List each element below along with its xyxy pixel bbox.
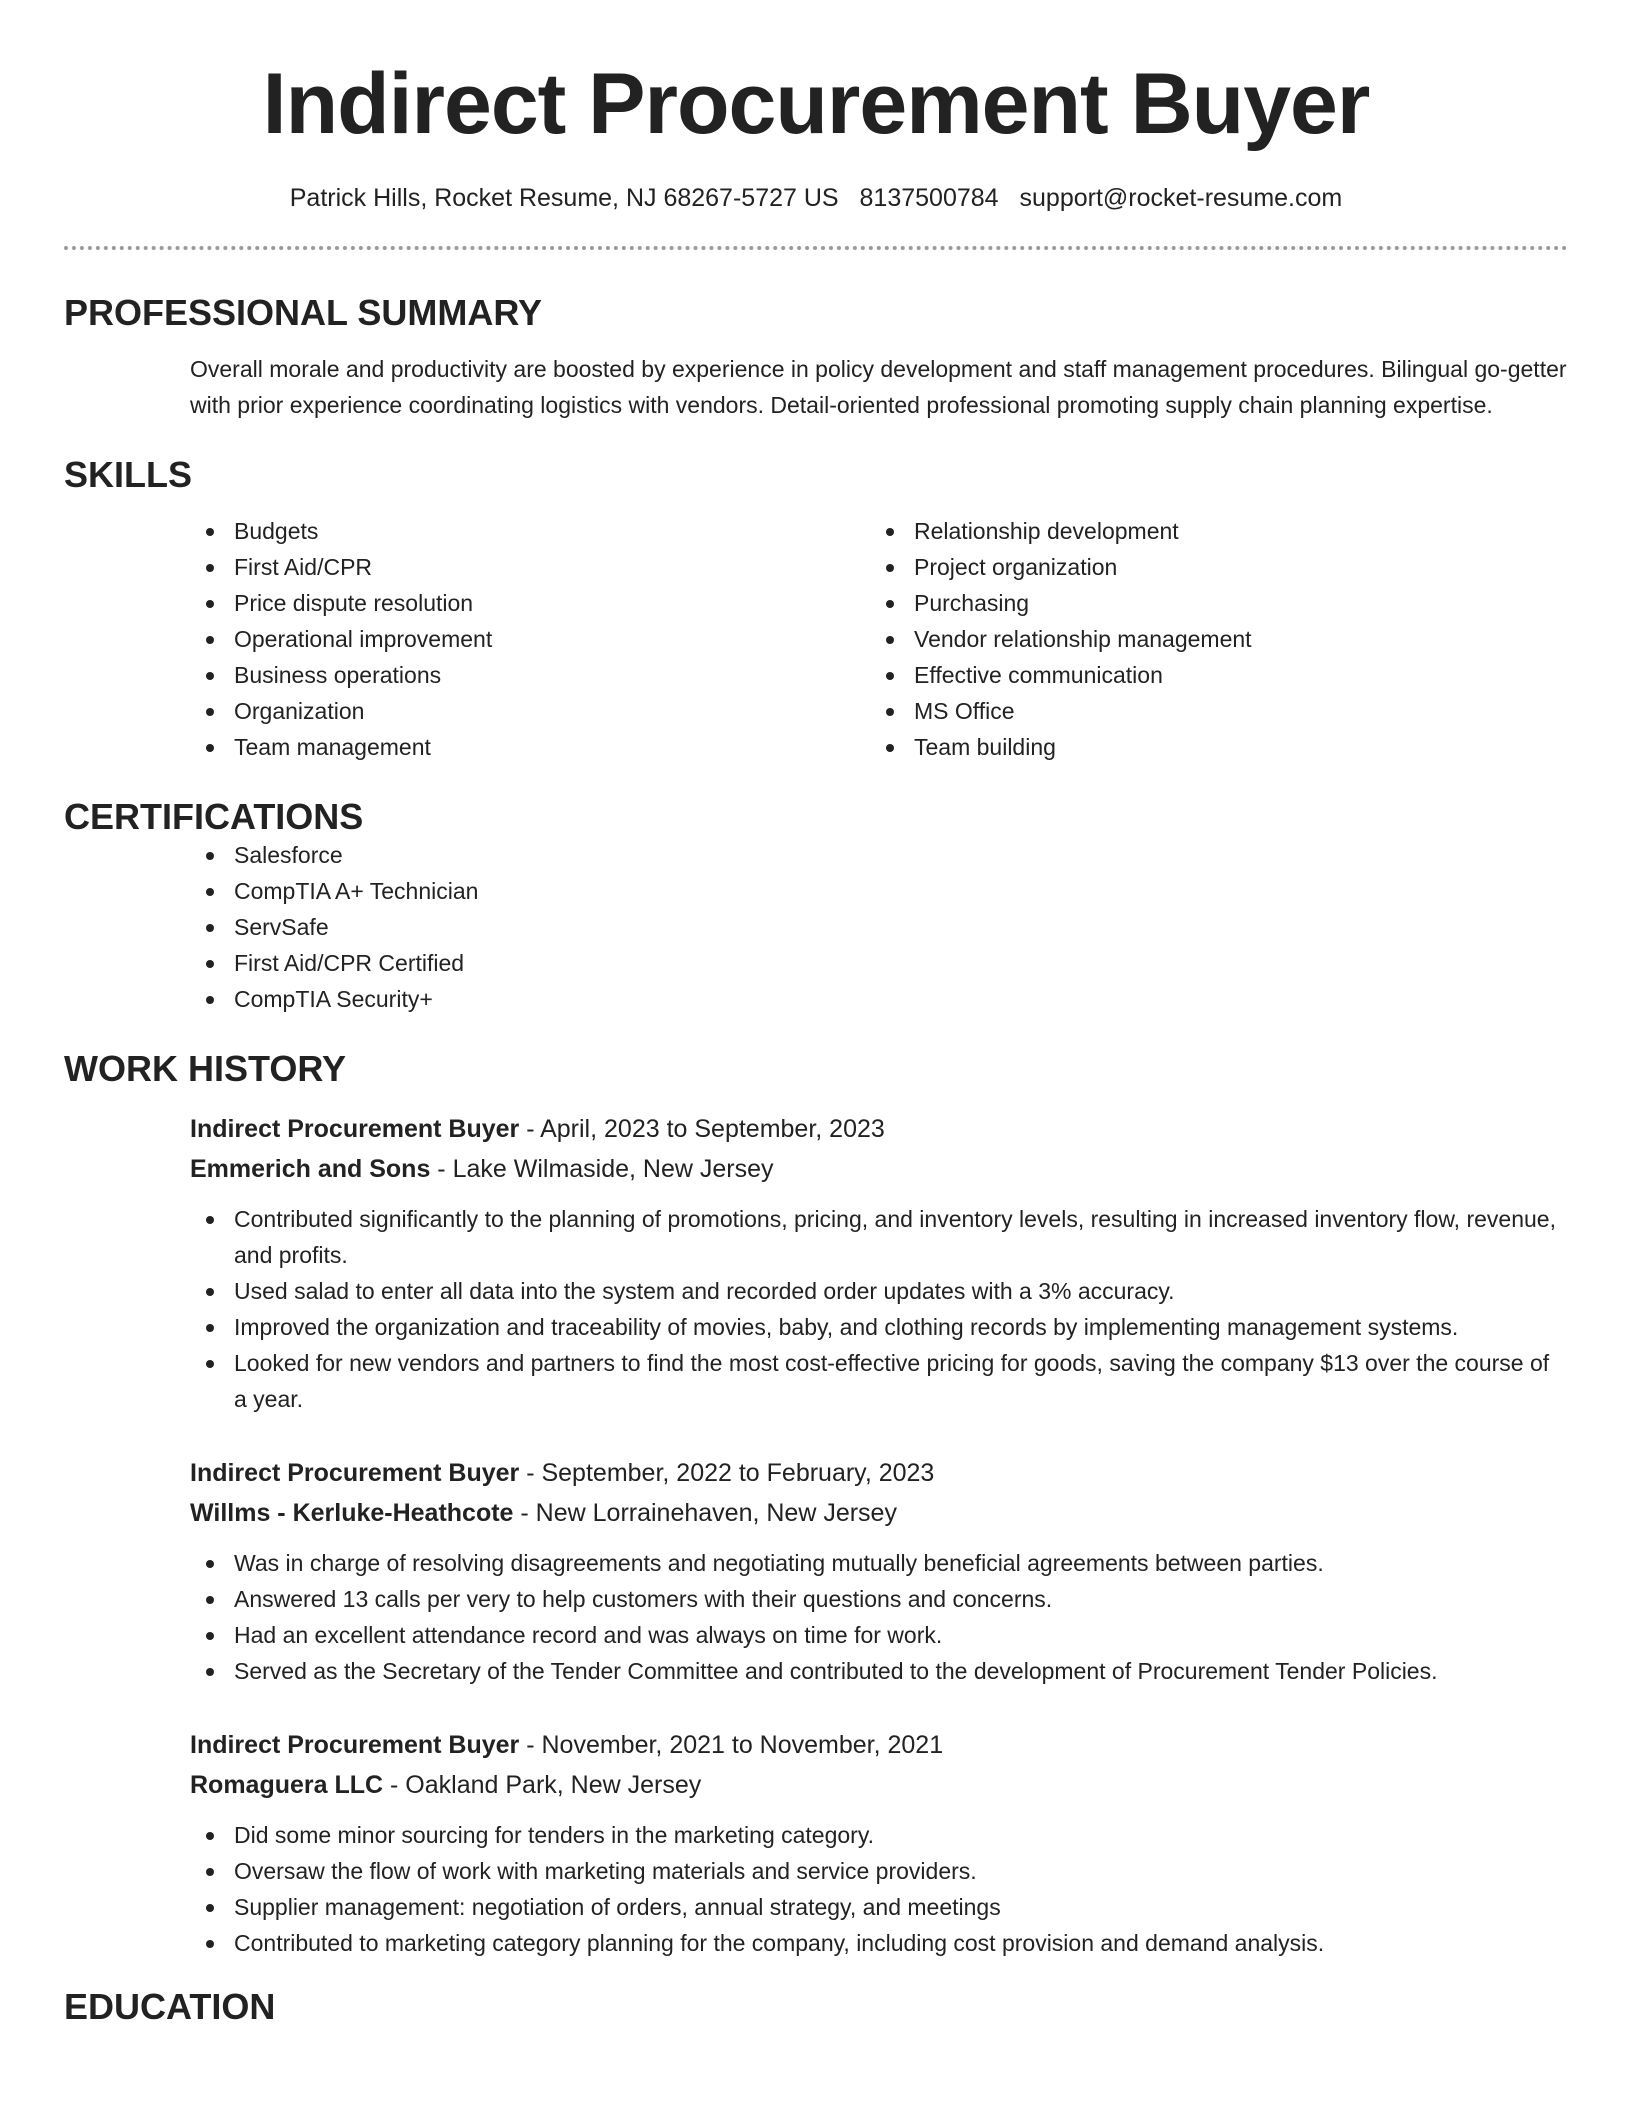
job-company-line: [190, 1493, 1568, 1533]
job-dates: - September, 2022 to February, 2023: [519, 1459, 935, 1487]
skills-list-right: [870, 513, 1550, 765]
job-bullet: Contributed significantly to the planning of promotions, pricing, and inventory levels, resulting in increased inventory flow, revenue, and profits.: [190, 1201, 1568, 1273]
job-bullet: Had an excellent attendance record and was always on time for work.: [190, 1617, 1568, 1653]
job-company-line: [190, 1149, 1568, 1189]
contact-address: Patrick Hills, Rocket Resume, NJ 68267-5727 US: [289, 184, 839, 212]
work-history-title: WORK HISTORY: [64, 1048, 347, 1089]
job-bullets: [190, 1817, 1568, 1961]
header-divider: [64, 246, 1568, 250]
summary-section: [64, 293, 1568, 423]
job-entry: [190, 1109, 1568, 1417]
skill-item: MS Office: [870, 693, 1550, 729]
contact-email: support@rocket-resume.com: [1019, 184, 1343, 212]
summary-text: Overall morale and productivity are boosted by experience in policy development and staff management procedures. Bilingual go-getter with prior experience coordinating logistics with vendors. Detail-oriented professional promoting supply chain planning expertise.: [190, 356, 1567, 418]
certification-item: CompTIA Security+: [190, 981, 1568, 1017]
job-bullet: Looked for new vendors and partners to find the most cost-effective pricing for goods, saving the company $13 over the course of a year.: [190, 1345, 1568, 1417]
skill-item: Budgets: [190, 513, 870, 549]
job-bullets: [190, 1545, 1568, 1689]
job-company: Willms - Kerluke-Heathcote: [190, 1499, 514, 1527]
job-bullet: Answered 13 calls per very to help customers with their questions and concerns.: [190, 1581, 1568, 1617]
work-history-section: [64, 1049, 1568, 1961]
job-role: Indirect Procurement Buyer: [190, 1731, 520, 1759]
skills-grid: [190, 513, 1568, 765]
skill-item: Effective communication: [870, 657, 1550, 693]
job-location: - Oakland Park, New Jersey: [383, 1771, 702, 1799]
contact-line: [64, 182, 1568, 214]
job-dates: - April, 2023 to September, 2023: [519, 1115, 885, 1143]
job-role: Indirect Procurement Buyer: [190, 1459, 520, 1487]
job-company: Emmerich and Sons: [190, 1155, 431, 1183]
skill-item: First Aid/CPR: [190, 549, 870, 585]
job-bullet: Improved the organization and traceability of movies, baby, and clothing records by implementing management systems.: [190, 1309, 1568, 1345]
job-dates: - November, 2021 to November, 2021: [519, 1731, 944, 1759]
education-title: EDUCATION: [64, 1986, 276, 2027]
job-role: Indirect Procurement Buyer: [190, 1115, 520, 1143]
job-title-line: [190, 1725, 1568, 1765]
job-bullet: Served as the Secretary of the Tender Committee and contributed to the development of Procurement Tender Policies.: [190, 1653, 1568, 1689]
skill-item: Price dispute resolution: [190, 585, 870, 621]
skill-item: Project organization: [870, 549, 1550, 585]
job-title-line: [190, 1109, 1568, 1149]
skill-item: Team building: [870, 729, 1550, 765]
skills-title: SKILLS: [64, 454, 193, 495]
job-bullets: [190, 1201, 1568, 1417]
job-bullet: Supplier management: negotiation of orders, annual strategy, and meetings: [190, 1889, 1568, 1925]
skill-item: Business operations: [190, 657, 870, 693]
skill-item: Operational improvement: [190, 621, 870, 657]
skill-item: Vendor relationship management: [870, 621, 1550, 657]
job-bullet: Contributed to marketing category planning for the company, including cost provision and demand analysis.: [190, 1925, 1568, 1961]
resume-page: [64, 0, 1568, 2027]
job-entry: [190, 1453, 1568, 1689]
job-location: - Lake Wilmaside, New Jersey: [430, 1155, 774, 1183]
job-bullet: Was in charge of resolving disagreements and negotiating mutually beneficial agreements between parties.: [190, 1545, 1568, 1581]
summary-title: PROFESSIONAL SUMMARY: [64, 292, 543, 333]
skill-item: Relationship development: [870, 513, 1550, 549]
certifications-section: [64, 797, 1568, 1017]
certifications-list: [190, 837, 1568, 1017]
job-bullet: Used salad to enter all data into the system and recorded order updates with a 3% accuracy.: [190, 1273, 1568, 1309]
education-section: [64, 1987, 1568, 2027]
skills-section: [64, 455, 1568, 765]
skill-item: Team management: [190, 729, 870, 765]
job-location: - New Lorrainehaven, New Jersey: [513, 1499, 897, 1527]
certification-item: ServSafe: [190, 909, 1568, 945]
resume-name: Indirect Procurement Buyer: [262, 56, 1370, 152]
certification-item: CompTIA A+ Technician: [190, 873, 1568, 909]
certification-item: Salesforce: [190, 837, 1568, 873]
certifications-title: CERTIFICATIONS: [64, 796, 364, 837]
job-bullet: Did some minor sourcing for tenders in the marketing category.: [190, 1817, 1568, 1853]
contact-phone: 8137500784: [859, 184, 999, 212]
certification-item: First Aid/CPR Certified: [190, 945, 1568, 981]
job-company: Romaguera LLC: [190, 1771, 384, 1799]
skill-item: Organization: [190, 693, 870, 729]
job-title-line: [190, 1453, 1568, 1493]
skill-item: Purchasing: [870, 585, 1550, 621]
job-entry: [190, 1725, 1568, 1961]
job-bullet: Oversaw the flow of work with marketing materials and service providers.: [190, 1853, 1568, 1889]
skills-list-left: [190, 513, 870, 765]
job-company-line: [190, 1765, 1568, 1805]
